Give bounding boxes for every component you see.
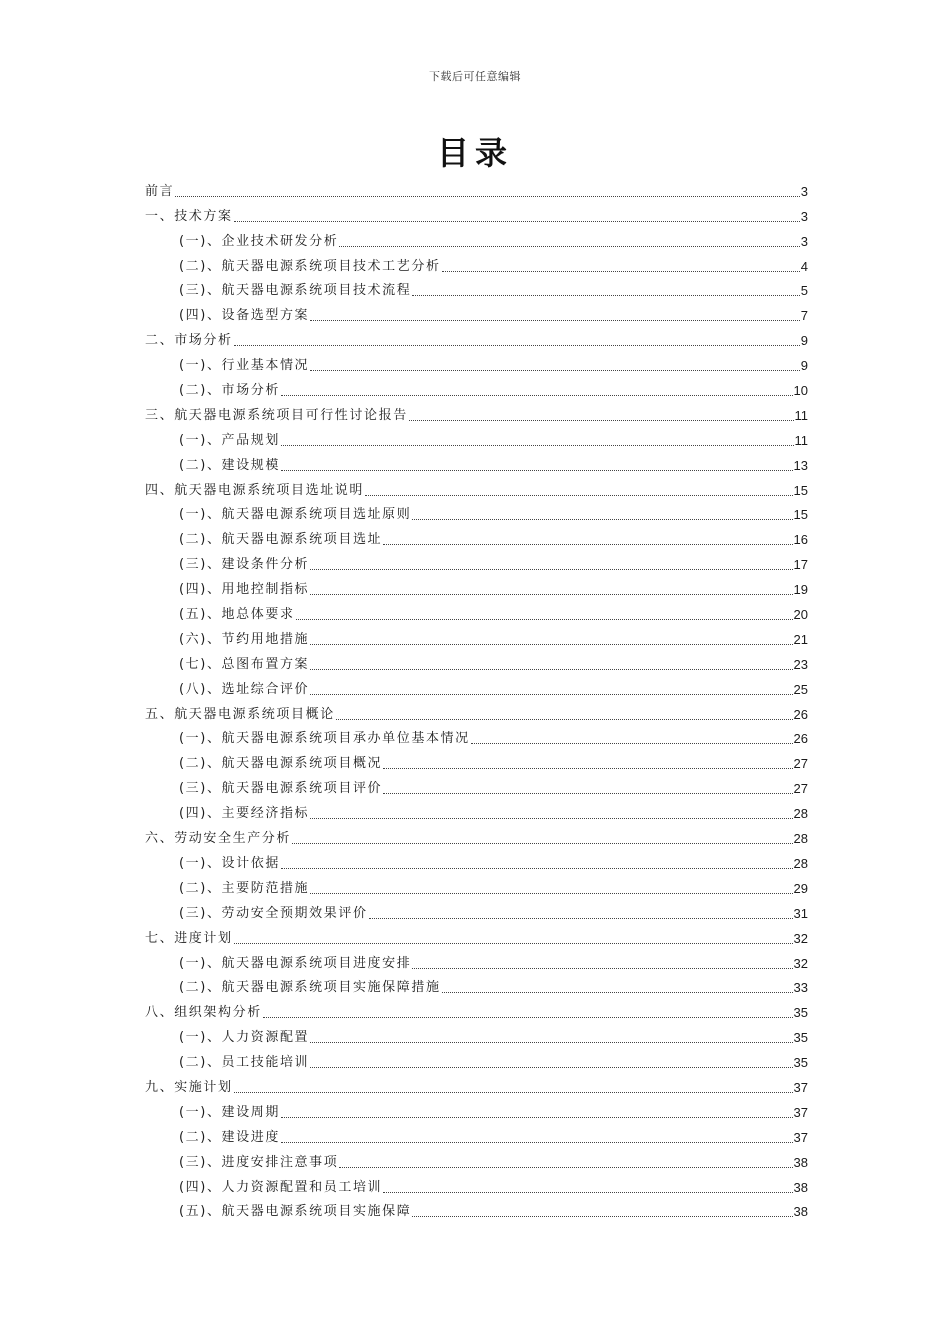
toc-entry-title: (一)、设计依据 <box>179 855 280 871</box>
toc-page-number: 38 <box>793 1204 808 1220</box>
toc-entry[interactable] <box>145 922 808 947</box>
toc-entry[interactable] <box>145 200 808 225</box>
toc-page-number: 3 <box>800 183 808 199</box>
toc-dot-leader <box>310 1066 792 1068</box>
toc-page-number: 27 <box>793 781 808 797</box>
toc-subentry[interactable] <box>145 1146 808 1171</box>
toc-dot-leader <box>281 444 794 446</box>
toc-dot-leader <box>310 892 792 894</box>
toc-page-number: 4 <box>800 258 808 274</box>
toc-subentry[interactable] <box>145 972 808 997</box>
toc-entry-title: (一)、航天器电源系统项目承办单位基本情况 <box>179 731 470 747</box>
toc-entry[interactable] <box>145 324 808 349</box>
toc-page-number: 38 <box>793 1179 808 1195</box>
toc-subentry[interactable] <box>145 648 808 673</box>
toc-entry-title: 七、进度计划 <box>145 930 233 946</box>
toc-subentry[interactable] <box>145 872 808 897</box>
toc-entry[interactable] <box>145 1071 808 1096</box>
toc-entry-title: 六、劳动安全生产分析 <box>145 831 292 847</box>
toc-dot-leader <box>383 792 792 794</box>
toc-entry-title: 五、航天器电源系统项目概论 <box>145 706 335 722</box>
toc-page-number: 11 <box>794 407 808 423</box>
toc-page-number: 15 <box>793 482 808 498</box>
toc-page-number: 3 <box>800 233 808 249</box>
toc-dot-leader <box>383 1191 792 1193</box>
toc-dot-leader <box>281 867 793 869</box>
toc-entry-title: 八、组织架构分析 <box>145 1005 262 1021</box>
toc-dot-leader <box>339 1166 792 1168</box>
toc-entry-title: (六)、节约用地措施 <box>179 631 310 647</box>
toc-entry-title: (二)、建设规模 <box>179 457 280 473</box>
toc-dot-leader <box>471 742 793 744</box>
toc-entry-title: (五)、地总体要求 <box>179 607 295 623</box>
toc-page-number: 37 <box>793 1104 808 1120</box>
toc-page-number: 11 <box>794 432 808 448</box>
toc-entry-title: (二)、航天器电源系统项目技术工艺分析 <box>179 258 441 274</box>
toc-page-number: 35 <box>793 1030 808 1046</box>
toc-dot-leader <box>310 668 792 670</box>
toc-dot-leader <box>234 942 793 944</box>
toc-dot-leader <box>310 643 792 645</box>
toc-entry[interactable] <box>145 698 808 723</box>
toc-subentry[interactable] <box>145 747 808 772</box>
toc-page-number: 28 <box>793 806 808 822</box>
toc-dot-leader <box>336 718 793 720</box>
toc-page-number: 13 <box>793 457 808 473</box>
toc-entry-title: (一)、航天器电源系统项目进度安排 <box>179 955 412 971</box>
page-title: 目录 <box>436 134 513 172</box>
toc-entry[interactable] <box>145 474 808 499</box>
toc-subentry[interactable] <box>145 897 808 922</box>
toc-page-number: 15 <box>793 507 808 523</box>
toc-page-number: 28 <box>793 831 808 847</box>
toc-subentry[interactable] <box>145 1096 808 1121</box>
toc-subentry[interactable] <box>145 723 808 748</box>
toc-entry[interactable] <box>145 175 808 200</box>
toc-dot-leader <box>281 1141 793 1143</box>
toc-page-number: 38 <box>793 1154 808 1170</box>
toc-subentry[interactable] <box>145 548 808 573</box>
toc-subentry[interactable] <box>145 424 808 449</box>
table-of-contents <box>145 175 808 1220</box>
toc-subentry[interactable] <box>145 523 808 548</box>
toc-subentry[interactable] <box>145 1121 808 1146</box>
toc-entry-title: 前言 <box>145 183 175 199</box>
toc-subentry[interactable] <box>145 673 808 698</box>
toc-dot-leader <box>310 568 792 570</box>
toc-entry[interactable] <box>145 822 808 847</box>
toc-entry-title: (二)、航天器电源系统项目概况 <box>179 756 383 772</box>
toc-dot-leader <box>412 294 799 296</box>
toc-page-number: 25 <box>793 681 808 697</box>
toc-page-number: 9 <box>800 358 808 374</box>
toc-dot-leader <box>383 767 792 769</box>
toc-page-number: 31 <box>793 905 808 921</box>
toc-entry-title: (四)、人力资源配置和员工培训 <box>179 1179 383 1195</box>
toc-subentry[interactable] <box>145 1021 808 1046</box>
toc-page-number: 5 <box>800 283 808 299</box>
toc-entry-title: (八)、选址综合评价 <box>179 681 310 697</box>
toc-entry-title: (四)、主要经济指标 <box>179 806 310 822</box>
toc-dot-leader <box>365 494 793 496</box>
toc-dot-leader <box>412 518 792 520</box>
toc-subentry[interactable] <box>145 623 808 648</box>
toc-subentry[interactable] <box>145 1046 808 1071</box>
toc-page-number: 23 <box>793 656 808 672</box>
toc-page-number: 35 <box>793 1055 808 1071</box>
toc-entry[interactable] <box>145 996 808 1021</box>
toc-subentry[interactable] <box>145 349 808 374</box>
toc-page-number: 10 <box>793 383 808 399</box>
toc-dot-leader <box>234 344 800 346</box>
toc-page-number: 9 <box>800 333 808 349</box>
toc-subentry[interactable] <box>145 499 808 524</box>
toc-dot-leader <box>369 917 793 919</box>
toc-dot-leader <box>442 991 793 993</box>
toc-dot-leader <box>412 967 792 969</box>
page-header: 下载后可任意编辑 <box>429 70 521 83</box>
toc-page-number: 26 <box>793 731 808 747</box>
toc-entry-title: 二、市场分析 <box>145 333 233 349</box>
toc-page-number: 16 <box>793 532 808 548</box>
toc-dot-leader <box>234 1091 793 1093</box>
toc-dot-leader <box>310 1041 792 1043</box>
toc-dot-leader <box>409 419 794 421</box>
toc-entry-title: (二)、航天器电源系统项目选址 <box>179 532 383 548</box>
toc-dot-leader <box>310 593 792 595</box>
toc-entry-title: (一)、产品规划 <box>179 432 280 448</box>
toc-dot-leader <box>310 319 800 321</box>
toc-entry-title: (五)、航天器电源系统项目实施保障 <box>179 1204 412 1220</box>
toc-page-number: 32 <box>793 930 808 946</box>
toc-dot-leader <box>234 220 800 222</box>
toc-entry-title: (三)、航天器电源系统项目评价 <box>179 781 383 797</box>
toc-entry-title: 三、航天器电源系统项目可行性讨论报告 <box>145 407 408 423</box>
toc-subentry[interactable] <box>145 374 808 399</box>
toc-dot-leader <box>412 1215 792 1217</box>
toc-entry-title: (七)、总图布置方案 <box>179 656 310 672</box>
toc-entry-title: (三)、劳动安全预期效果评价 <box>179 905 368 921</box>
toc-entry-title: (二)、员工技能培训 <box>179 1055 310 1071</box>
toc-dot-leader <box>339 245 799 247</box>
toc-entry[interactable] <box>145 399 808 424</box>
toc-subentry[interactable] <box>145 1171 808 1196</box>
toc-subentry[interactable] <box>145 299 808 324</box>
toc-entry-title: (一)、企业技术研发分析 <box>179 233 339 249</box>
toc-page-number: 21 <box>793 631 808 647</box>
toc-page-number: 29 <box>793 880 808 896</box>
toc-dot-leader <box>175 195 800 197</box>
toc-dot-leader <box>383 543 792 545</box>
toc-entry-title: (三)、进度安排注意事项 <box>179 1154 339 1170</box>
toc-subentry[interactable] <box>145 250 808 275</box>
toc-entry-title: (二)、建设进度 <box>179 1129 280 1145</box>
toc-page-number: 27 <box>793 756 808 772</box>
toc-page-number: 20 <box>793 607 808 623</box>
toc-entry-title: (二)、航天器电源系统项目实施保障措施 <box>179 980 441 996</box>
toc-page-number: 19 <box>793 582 808 598</box>
toc-entry-title: (二)、主要防范措施 <box>179 880 310 896</box>
toc-page-number: 35 <box>793 1005 808 1021</box>
toc-page-number: 37 <box>793 1129 808 1145</box>
toc-entry-title: (一)、建设周期 <box>179 1104 280 1120</box>
toc-page-number: 33 <box>793 980 808 996</box>
toc-entry-title: (三)、航天器电源系统项目技术流程 <box>179 283 412 299</box>
toc-subentry[interactable] <box>145 772 808 797</box>
toc-dot-leader <box>442 270 800 272</box>
toc-entry-title: (三)、建设条件分析 <box>179 557 310 573</box>
toc-dot-leader <box>292 842 793 844</box>
toc-subentry[interactable] <box>145 449 808 474</box>
toc-entry-title: (一)、人力资源配置 <box>179 1030 310 1046</box>
toc-subentry[interactable] <box>145 573 808 598</box>
toc-entry-title: (二)、市场分析 <box>179 383 280 399</box>
toc-subentry[interactable] <box>145 797 808 822</box>
toc-entry-title: 九、实施计划 <box>145 1079 233 1095</box>
toc-dot-leader <box>296 618 793 620</box>
toc-page-number: 7 <box>800 308 808 324</box>
toc-entry-title: (四)、用地控制指标 <box>179 582 310 598</box>
toc-page-number: 3 <box>800 208 808 224</box>
toc-entry-title: (四)、设备选型方案 <box>179 308 310 324</box>
toc-dot-leader <box>310 817 792 819</box>
toc-entry-title: 一、技术方案 <box>145 208 233 224</box>
toc-entry-title: (一)、航天器电源系统项目选址原则 <box>179 507 412 523</box>
toc-dot-leader <box>281 469 793 471</box>
toc-page-number: 37 <box>793 1079 808 1095</box>
toc-page-number: 28 <box>793 855 808 871</box>
toc-page-number: 17 <box>793 557 808 573</box>
toc-subentry[interactable] <box>145 225 808 250</box>
toc-dot-leader <box>310 369 800 371</box>
toc-dot-leader <box>310 693 792 695</box>
toc-dot-leader <box>281 1116 793 1118</box>
toc-dot-leader <box>281 394 793 396</box>
toc-subentry[interactable] <box>145 1196 808 1221</box>
toc-entry-title: (一)、行业基本情况 <box>179 358 310 374</box>
toc-subentry[interactable] <box>145 275 808 300</box>
toc-page-number: 26 <box>793 706 808 722</box>
toc-entry-title: 四、航天器电源系统项目选址说明 <box>145 482 365 498</box>
toc-subentry[interactable] <box>145 947 808 972</box>
toc-subentry[interactable] <box>145 598 808 623</box>
toc-page-number: 32 <box>793 955 808 971</box>
toc-subentry[interactable] <box>145 847 808 872</box>
toc-dot-leader <box>263 1016 793 1018</box>
